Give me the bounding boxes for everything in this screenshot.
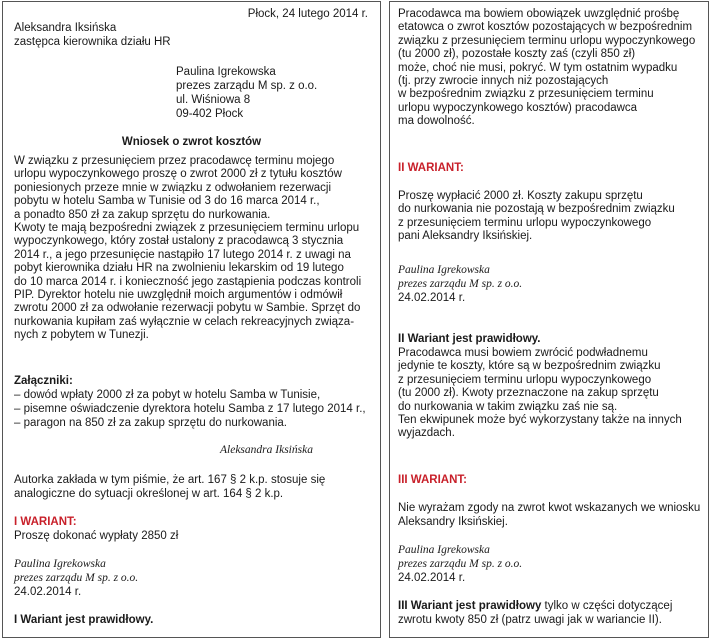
explanation-line: Pracodawca ma bowiem obowiązek uwzględnić prośbę <box>398 8 680 20</box>
explanation-line: Pracodawca musi bowiem zwrócić podwładnemu <box>398 347 648 359</box>
attachment-item: – pisemne oświadczenie dyrektora hotelu Samba z 17 lutego 2014 r., <box>14 403 366 415</box>
explanation-line: (tu 2000 zł), pozostałe koszty zaś (czyli 850 zł) <box>398 48 636 61</box>
explanation-line: w bezpośrednim związku z przesunięciem terminu <box>398 88 654 101</box>
variant2-date: 24.02.2014 r. <box>398 292 466 304</box>
explanation-line: wyjazdach. <box>398 427 455 440</box>
sender-role: zastępca kierownika działu HR <box>14 36 171 48</box>
place-date: Płock, 24 lutego 2014 r. <box>247 8 368 20</box>
variant3-sign-name: Paulina Igrekowska <box>398 544 490 556</box>
variant2-text <box>398 190 675 244</box>
body-line: poniesionych przeze mnie w związku z odwołaniem rezerwacji <box>14 181 332 194</box>
variant3-verdict <box>398 600 672 613</box>
body-line: pobyt kierownika działu HR na zwolnieniu lekarskim od 19 lutego <box>14 262 344 275</box>
variant3-heading: III WARIANT: <box>398 474 467 486</box>
attachments-label: Załączniki: <box>14 375 73 387</box>
variant3-verdict-bold: III Wariant jest prawidłowy <box>398 600 542 612</box>
recipient-street: ul. Wiśniowa 8 <box>176 94 251 106</box>
body-line: W związku z przesunięciem przez pracodawcę terminu mojego <box>14 155 335 167</box>
recipient-city: 09-402 Płock <box>176 108 244 120</box>
variant2-sign-name: Paulina Igrekowska <box>398 264 490 276</box>
body-line: wypoczynkowego, który został ustalony z pracodawcą 3 stycznia <box>14 235 344 248</box>
explanation-line: może, choć nie musi, pokryć. W tym ostatnim wypadku <box>398 61 678 74</box>
variant2-sign-role: prezes zarządu M sp. z o.o. <box>398 278 523 290</box>
explanation-line: (tu 2000 zł). Kwoty przeznaczone na zakup sprzętu <box>398 387 659 400</box>
variant2-text-line: z przesunięciem terminu urlopu wypoczynkowego <box>398 216 652 229</box>
note-line: Autorka zakłada w tym piśmie, że art. 167 § 2 k.p. stosuje się <box>14 474 326 486</box>
variant3-sign-role: prezes zarządu M sp. z o.o. <box>398 558 523 570</box>
letter-panel <box>2 1 381 638</box>
variant3-text-line: Nie wyrażam zgody na zwrot kwot wskazanych we wniosku <box>398 502 701 514</box>
variant3-verdict-line2: zwrotu kwoty 850 zł (patrz uwagi jak w wariancie II). <box>398 614 662 626</box>
variant1-heading: I WARIANT: <box>14 516 77 528</box>
letter-body <box>14 155 361 343</box>
explanation-line: Ten ekwipunek może być wykorzystany także na innych <box>398 414 682 427</box>
variant3-text-line: Aleksandry Iksińskiej. <box>398 516 508 528</box>
variant1-sign-role: prezes zarządu M sp. z o.o. <box>14 572 139 584</box>
explanation-line: do nurkowania w takim związku zaś nie są. <box>398 400 618 413</box>
variant1-text: Proszę dokonać wypłaty 2850 zł <box>14 530 179 542</box>
body-line: 2014 r., a jego przesunięcie nastąpiło 17 lutego 2014 r. z uwagi na <box>14 248 351 261</box>
variant1-sign-name: Paulina Igrekowska <box>14 558 106 570</box>
explanation-line: ma dowolność. <box>398 115 475 128</box>
variant2-text-line: pani Aleksandry Iksińskiej. <box>398 230 533 243</box>
attachment-item: – paragon na 850 zł za zakup sprzętu do nurkowania. <box>14 417 287 429</box>
variant2-heading: II WARIANT: <box>398 162 464 174</box>
applicant-signature: Aleksandra Iksińska <box>220 444 313 456</box>
body-line: do 10 marca 2014 r. i konieczność jego zastąpienia podczas kontroli <box>14 275 362 288</box>
explanation-line: etatowca o zwrot kosztów pozostających w bezpośrednim <box>398 21 693 34</box>
recipient-role: prezes zarządu M sp. z o.o. <box>176 80 318 92</box>
body-line: Kwoty te mają bezpośredni związek z przesunięciem terminu urlopu <box>14 222 360 235</box>
variant2-explanation <box>398 347 682 441</box>
body-line: nych z pobytem w Tunezji. <box>14 329 149 342</box>
variant1-verdict: I Wariant jest prawidłowy. <box>14 614 154 626</box>
body-line: pobytu w hotelu Samba w Tunisie od 3 do 16 marca 2014 r., <box>14 195 320 208</box>
explanation-line: związku z przesunięciem terminu urlopu wypoczynkowego <box>398 34 696 47</box>
recipient-name: Paulina Igrekowska <box>176 66 276 78</box>
body-line: nurkowania kupiłam zaś wyłącznie w celach rekreacyjnych związa- <box>14 315 355 328</box>
variant2-text-line: Proszę wypłacić 2000 zł. Koszty zakupu sprzętu <box>398 190 643 202</box>
variant2-verdict: II Wariant jest prawidłowy. <box>398 333 541 345</box>
body-line: urlopu wypoczynkowego proszę o zwrot 2000 zł z tytułu kosztów <box>14 168 342 181</box>
variants-panel <box>389 1 709 638</box>
variant1-explanation <box>398 8 695 129</box>
attachment-item: – dowód wpłaty 2000 zł za pobyt w hotelu Samba w Tunisie, <box>14 389 321 401</box>
variant1-date: 24.02.2014 r. <box>14 586 82 598</box>
variant3-verdict-rest: tylko w części dotyczącej <box>541 600 673 612</box>
body-line: a ponadto 850 zł za zakup sprzętu do nurkowania. <box>14 208 271 221</box>
explanation-line: z przesunięciem terminu urlopu wypoczynkowego <box>398 373 652 386</box>
letter-title: Wniosek o zwrot kosztów <box>121 136 262 148</box>
explanation-line: jedynie te koszty, które są w bezpośrednim związku <box>398 360 661 373</box>
note-line: analogiczne do sytuacji określonej w art. 164 § 2 k.p. <box>14 488 284 500</box>
explanation-line: (tj. przy zwrocie innych niż pozostających <box>398 75 609 88</box>
body-line: PIP. Dyrektor hotelu nie uwzględnił moich argumentów i odmówił <box>14 289 343 302</box>
sender-name: Aleksandra Iksińska <box>14 22 117 34</box>
body-line: zwrotu 2000 zł za odwołanie rezerwacji pobytu w Sambie. Sprzęt do <box>14 302 361 315</box>
explanation-line: urlopu wypoczynkowego kosztów) pracodawca <box>398 101 638 114</box>
variant3-date: 24.02.2014 r. <box>398 572 466 584</box>
variant2-text-line: do nurkowania nie pozostają w bezpośrednim związku <box>398 203 675 216</box>
